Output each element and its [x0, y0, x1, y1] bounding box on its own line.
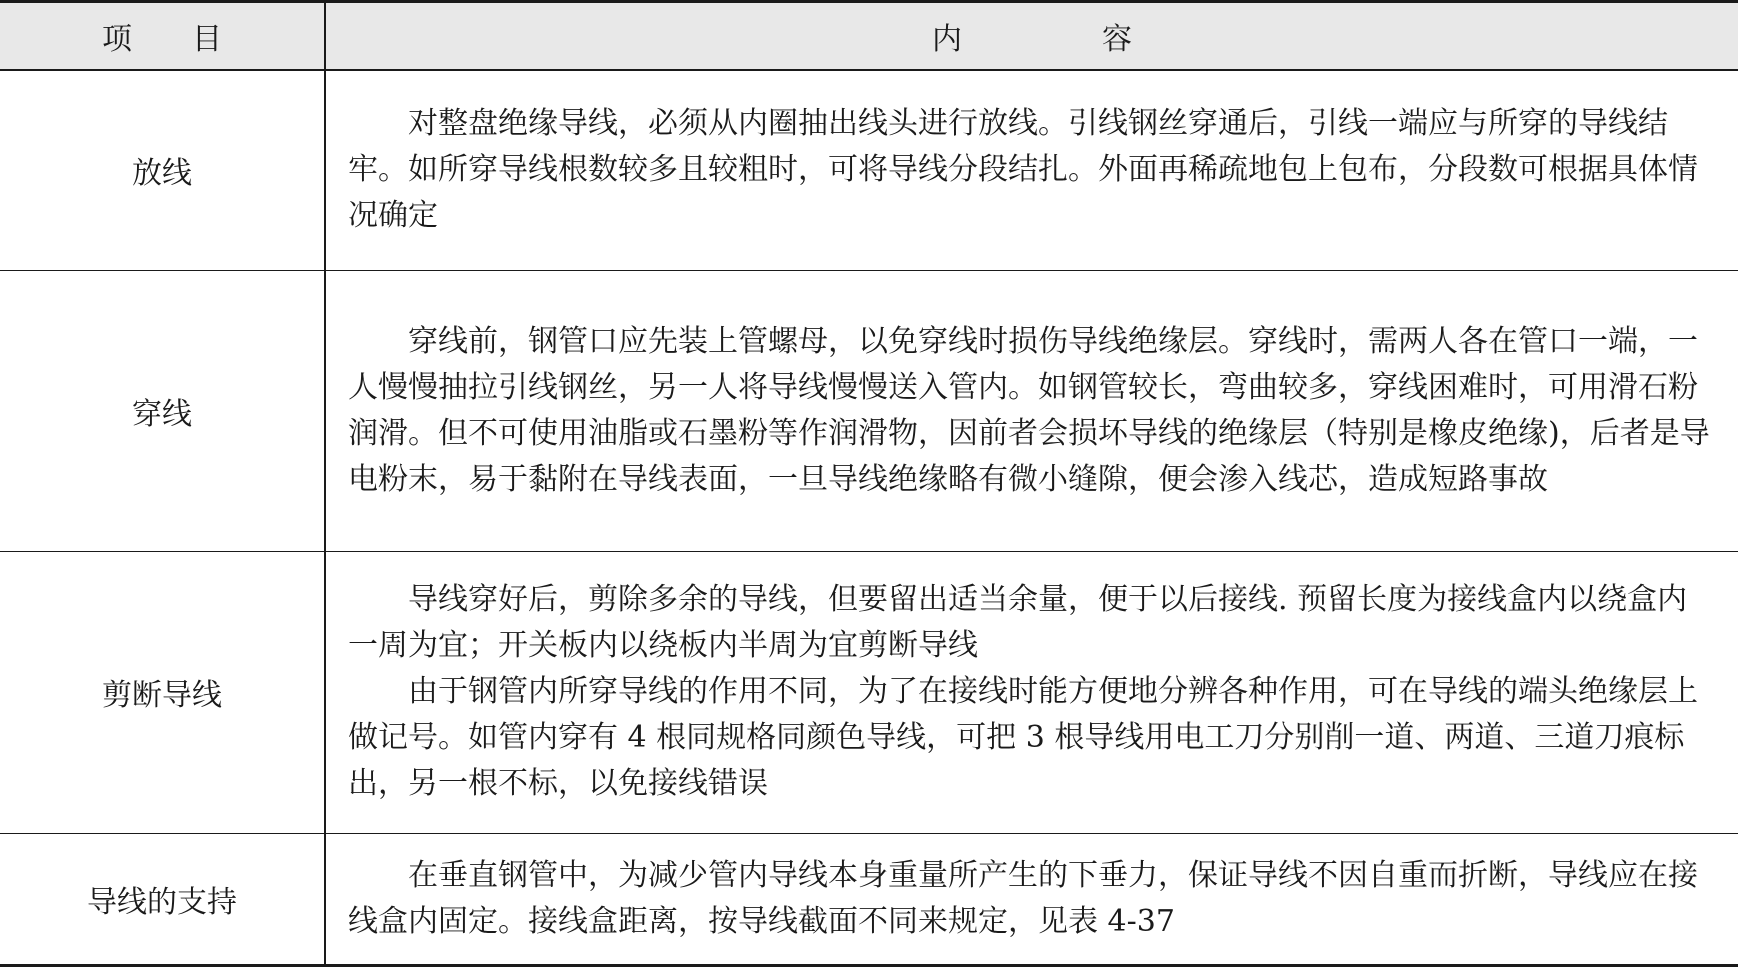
- content-paragraph: 对整盘绝缘导线，必须从内圈抽出线头进行放线。引线钢丝穿通后，引线一端应与所穿的导线结牢。如所穿导线根数较多且较粗时，可将导线分段结扎。外面再稀疏地包上包布，分段数可根据具体情况确定: [348, 106, 1698, 234]
- row-content: [325, 551, 1738, 833]
- row-content: [325, 833, 1738, 965]
- content-paragraph: 穿线前，钢管口应先装上管螺母，以免穿线时损伤导线绝缘层。穿线时，需两人各在管口一端，一人慢慢抽拉引线钢丝，另一人将导线慢慢送入管内。如钢管较长，弯曲较多，穿线困难时，可用滑石粉润滑。但不可使用油脂或石墨粉等作润滑物，因前者会损坏导线的绝缘层（特别是橡皮绝缘)，后者是导电粉末，易于黏附在导线表面，一旦导线绝缘略有微小缝隙，便会渗入线芯，造成短路事故: [348, 323, 1710, 497]
- row-item: 放线: [0, 70, 325, 270]
- table-row: [0, 551, 1738, 833]
- table-row: [0, 270, 1738, 551]
- row-content: [325, 270, 1738, 551]
- content-paragraph: 导线穿好后，剪除多余的导线，但要留出适当余量，便于以后接线. 预留长度为接线盒内以绕盒内一周为宜；开关板内以绕板内半周为宜剪断导线: [348, 582, 1688, 663]
- table-row: [0, 70, 1738, 270]
- header-content: 内容: [325, 2, 1738, 71]
- table-body: [0, 70, 1738, 965]
- table-header: [0, 2, 1738, 71]
- table-row: [0, 833, 1738, 965]
- content-paragraph: 在垂直钢管中，为减少管内导线本身重量所产生的下垂力，保证导线不因自重而折断，导线应在接线盒内固定。接线盒距离，按导线截面不同来规定，见表 4-37: [348, 857, 1698, 939]
- row-item: 导线的支持: [0, 833, 325, 965]
- header-row: [0, 2, 1738, 71]
- row-item: 剪断导线: [0, 551, 325, 833]
- row-item: 穿线: [0, 270, 325, 551]
- header-item: 项目: [0, 2, 325, 71]
- content-paragraph: 由于钢管内所穿导线的作用不同，为了在接线时能方便地分辨各种作用，可在导线的端头绝缘层上做记号。如管内穿有 4 根同规格同颜色导线，可把 3 根导线用电工刀分别削一道、两道、三道刀痕标出，另一根不标，以免接线错误: [348, 674, 1698, 801]
- row-content: [325, 70, 1738, 270]
